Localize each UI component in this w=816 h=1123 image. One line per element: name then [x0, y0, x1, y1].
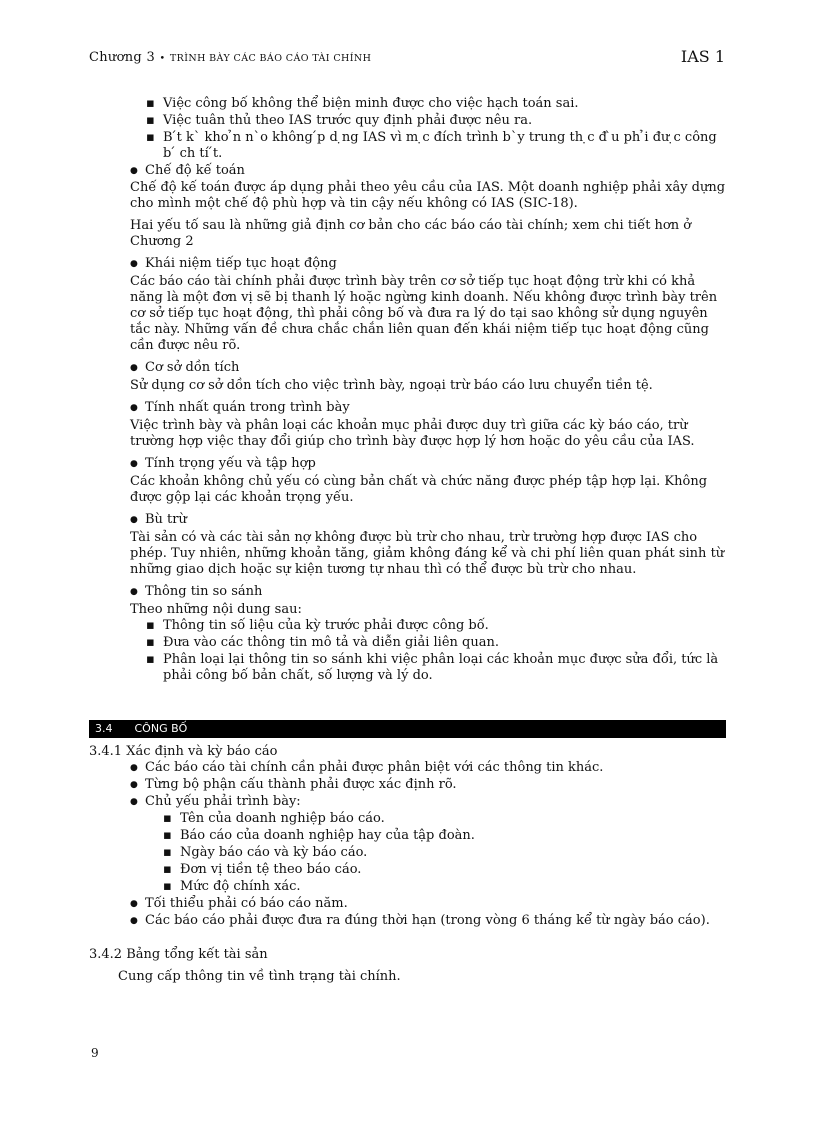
list-item: ▪ Đưa vào các thông tin mô tả và diễn giải liên quan. [146, 635, 726, 651]
section-band [89, 720, 726, 738]
section-body: Chế độ kế toán được áp dụng phải theo yêu cầu của IAS. Một doanh nghiệp phải xây dựng cho mình một chế độ phù hợp và tin cậy nếu không có IAS (SIC-18). [130, 180, 726, 211]
section-body: Các khoản không chủ yếu có cùng bản chất và chức năng được phép tập hợp lại. Không được gộp lại các khoản trọng yếu. [130, 474, 708, 505]
list-item: ▪ Việc công bố không thể biện minh được cho việc hạch toán sai. [146, 96, 726, 112]
section-body: Tài sản có và các tài sản nợ không được bù trừ cho nhau, trừ trường hợp được IAS cho phép. Tuy nhiên, những khoản tăng, giảm không đáng kể và chi phí liên quan phát sinh từ những giao dịch hoặc sự kiện tương tự nhau thì có thể được bù trừ cho nhau. [130, 530, 725, 577]
page-number: 9 [91, 1046, 99, 1060]
section-3-4 [89, 744, 729, 985]
running-header-chapter [89, 50, 371, 65]
section-heading: ● Chế độ kế toán [130, 163, 726, 179]
section-heading: ● Cơ sở dồn tích [130, 360, 726, 376]
list-item: ▪ Việc tuân thủ theo IAS trước quy định phải được nêu ra. [146, 113, 726, 129]
header-bullet: • [159, 53, 166, 64]
list-item: ● Các báo cáo tài chính cần phải được phân biệt với các thông tin khác. [130, 760, 729, 776]
sub-list-item: ▪ Mức độ chính xác. [163, 879, 729, 895]
list-item: ▪ Phân loại lại thông tin so sánh khi việc phân loại các khoản mục được sửa đổi, tức là phải công bố bản chất, số lượng và lý do. [146, 652, 726, 684]
sub-list-item: ▪ Tên của doanh nghiệp báo cáo. [163, 811, 729, 827]
list-item: ● Chủ yếu phải trình bày: [130, 794, 729, 810]
sub-list-item: ▪ Đơn vị tiền tệ theo báo cáo. [163, 862, 729, 878]
section-heading: ● Khái niệm tiếp tục hoạt động [130, 256, 726, 272]
main-content [130, 96, 726, 685]
chapter-title: TRÌNH BÀY CÁC BÁO CÁO TÀI CHÍNH [169, 53, 372, 64]
running-header-standard: IAS 1 [680, 47, 725, 66]
list-item: ▪ B ́t k` kho ̉n n`o không ́p d ̣ng IAS vì m ̣c đích trình b`y trung th ̣c đ ̀u ph ̉i đư ̣c công b ́ ch tí ́t. [146, 130, 726, 162]
list-item: ● Tối thiểu phải có báo cáo năm. [130, 896, 729, 912]
section-body: Việc trình bày và phân loại các khoản mục phải được duy trì giữa các kỳ báo cáo, trừ trường hợp việc thay đổi giúp cho trình bày được hợp lý hơn hoặc do yêu cầu của IAS. [130, 418, 695, 449]
section-heading: ● Tính nhất quán trong trình bày [130, 400, 726, 416]
section-number: 3.4 [95, 722, 113, 735]
section-body: Sử dụng cơ sở dồn tích cho việc trình bày, ngoại trừ báo cáo lưu chuyển tiền tệ. [130, 378, 653, 393]
section-heading: ● Tính trọng yếu và tập hợp [130, 456, 726, 472]
subsection-body: Cung cấp thông tin về tình trạng tài chính. [118, 969, 401, 984]
sub-list-item: ▪ Báo cáo của doanh nghiệp hay của tập đoàn. [163, 828, 729, 844]
section-body: Theo những nội dung sau: [130, 602, 302, 617]
section-heading: ● Bù trừ [130, 512, 726, 528]
section-title: CÔNG BỐ [134, 722, 188, 735]
list-item: ● Từng bộ phận cấu thành phải được xác định rõ. [130, 777, 729, 793]
list-item: ▪ Thông tin số liệu của kỳ trước phải được công bố. [146, 618, 726, 634]
list-item: ● Các báo cáo phải được đưa ra đúng thời hạn (trong vòng 6 tháng kể từ ngày báo cáo). [130, 913, 729, 929]
section-heading: ● Thông tin so sánh [130, 584, 726, 600]
intro-paragraph: Hai yếu tố sau là những giả định cơ bản cho các báo cáo tài chính; xem chi tiết hơn ở Chương 2 [130, 218, 692, 249]
sub-list-item: ▪ Ngày báo cáo và kỳ báo cáo. [163, 845, 729, 861]
subsection-heading: 3.4.1 Xác định và kỳ báo cáo [89, 744, 278, 759]
section-body: Các báo cáo tài chính phải được trình bày trên cơ sở tiếp tục hoạt động trừ khi có khả năng là một đơn vị sẽ bị thanh lý hoặc ngừng kinh doanh. Nếu không được trình bày trên cơ sở tiếp tục hoạt động, thì phải công bố và đưa ra lý do tại sao không sử dụng nguyên tắc này. Những vấn đề chưa chắc chắn liên quan đến khái niệm tiếp tục hoạt động cũng cần được nêu rõ. [130, 274, 718, 353]
subsection-heading: 3.4.2 Bảng tổng kết tài sản [89, 947, 268, 962]
chapter-prefix: Chương 3 [89, 50, 156, 65]
